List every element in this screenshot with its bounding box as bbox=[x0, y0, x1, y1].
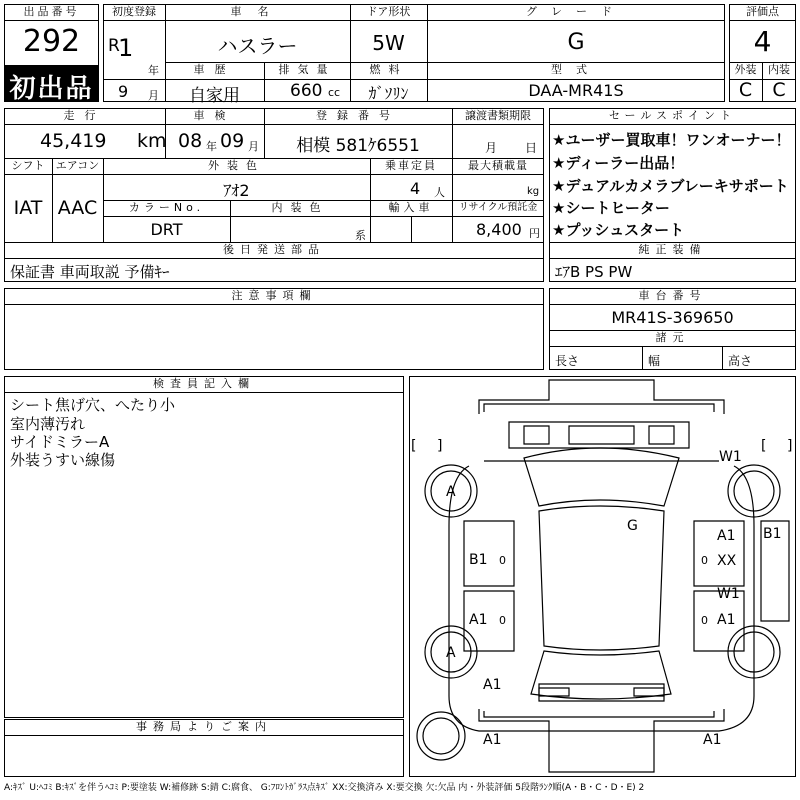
month-unit: 月 bbox=[148, 89, 159, 102]
car-diagram bbox=[409, 376, 796, 777]
capacity: 4 bbox=[410, 179, 421, 198]
color-no-label: カラーNo. bbox=[128, 201, 205, 214]
door-type: 5W bbox=[372, 31, 405, 55]
mark-b1-left-front-door: B1 bbox=[469, 552, 488, 568]
later-parts: 保証書 車両取説 予備ｷｰ bbox=[10, 263, 170, 281]
interior-color-unit: 系 bbox=[355, 229, 366, 242]
mark-a1-bumper-left: A1 bbox=[483, 732, 502, 748]
office-label: 事務局よりご案内 bbox=[136, 720, 272, 733]
mark-b1-right-side: B1 bbox=[763, 526, 782, 542]
spec-label: 諸元 bbox=[655, 331, 690, 344]
interior-label: 内装 bbox=[768, 63, 790, 76]
inspector-note-1: シート焦げ穴、へたり小 bbox=[10, 396, 176, 414]
mark-w1-mid: W1 bbox=[717, 586, 740, 602]
mark-a1-right-rear-door: A1 bbox=[717, 612, 736, 628]
mark-zero-right-2: 0 bbox=[701, 614, 708, 627]
plate-label: 登録番号 bbox=[316, 109, 400, 122]
car-name: ハスラー bbox=[217, 34, 298, 58]
selling-point-2: ★ディーラー出品！ bbox=[552, 154, 685, 172]
import-label: 輸入車 bbox=[388, 201, 434, 214]
chassis-number: MR41S-369650 bbox=[611, 308, 734, 327]
equipment: ｴｱB PS PW bbox=[555, 263, 633, 281]
mark-g-windshield: G bbox=[627, 518, 638, 534]
recycle-label: リサイクル預託金 bbox=[458, 202, 538, 213]
door-label: ドア形状 bbox=[366, 5, 411, 18]
mark-w1-top: W1 bbox=[719, 449, 742, 465]
mark-a1-bumper-right: A1 bbox=[703, 732, 722, 748]
mark-zero-left-1: 0 bbox=[499, 554, 506, 567]
mileage-label: 走行 bbox=[63, 109, 106, 122]
mark-xx-right-front-door: XX bbox=[717, 553, 737, 569]
legend: A:ｷｽﾞ U:ﾍｺﾐ B:ｷｽﾞを伴うﾍｺﾐ P:要塗装 W:補修跡 S:錆 C:腐食、 G:ﾌﾛﾝﾄｶﾞﾗｽ点ｷｽﾞ XX:交換済み X:要交換 欠:欠品 内・外装評価 5段階ﾗﾝｸ順(A・B・C・D・E) 2 bbox=[4, 783, 645, 793]
lot-number-label: 出品番号 bbox=[23, 5, 80, 18]
spare-wheel bbox=[417, 712, 465, 760]
car-name-label: 車名 bbox=[230, 5, 285, 18]
selling-points-label: セールスポイント bbox=[608, 109, 736, 122]
chassis-label: 車台番号 bbox=[638, 289, 707, 302]
selling-point-3: ★デュアルカメラブレーキサポート bbox=[552, 177, 789, 195]
caution-label: 注意事項欄 bbox=[231, 289, 317, 302]
shift-label: シフト bbox=[11, 159, 45, 172]
kg-unit: kg bbox=[527, 186, 540, 197]
mark-a1-left-rear-quarter: A1 bbox=[483, 677, 502, 693]
selling-point-5: ★プッシュスタート bbox=[552, 221, 685, 239]
length-label: 長さ bbox=[555, 354, 580, 368]
exterior-color: ｱｵ2 bbox=[223, 181, 250, 200]
capacity-label: 乗車定員 bbox=[385, 159, 437, 172]
fuel-label: 燃料 bbox=[369, 63, 408, 76]
year-unit: 年 bbox=[148, 64, 159, 77]
first-listing-label: 初出品 bbox=[9, 74, 94, 104]
interior-color-label: 内装色 bbox=[271, 201, 329, 214]
equipment-label: 純正装備 bbox=[638, 243, 707, 256]
model-code: DAA-MR41S bbox=[528, 81, 624, 100]
front-right-wheel bbox=[728, 465, 780, 517]
mark-zero-left-2: 0 bbox=[499, 614, 506, 627]
registration-month: 9 bbox=[118, 82, 129, 101]
fuel: ｶﾞｿﾘﾝ bbox=[368, 84, 409, 103]
era-year: 1 bbox=[118, 34, 134, 62]
rear-glass-outline bbox=[531, 651, 671, 699]
aircon-label: エアコン bbox=[55, 159, 100, 172]
car-history: 自家用 bbox=[189, 86, 240, 106]
displacement-label: 排気量 bbox=[278, 63, 336, 76]
mark-zero-right-1: 0 bbox=[701, 554, 708, 567]
aircon: AAC bbox=[57, 197, 98, 219]
rear-bumper-outline bbox=[479, 709, 724, 772]
inspection-month: 09 bbox=[220, 130, 245, 152]
windshield-outline bbox=[524, 448, 679, 506]
mark-bracket-right-1: ] bbox=[437, 438, 443, 454]
inspection-year-unit: 年 bbox=[206, 140, 217, 153]
inspector-note-3: サイドミラーA bbox=[10, 433, 110, 451]
km-unit: km bbox=[137, 130, 167, 152]
inspection-year: 08 bbox=[178, 130, 203, 152]
inspection-label: 車検 bbox=[193, 109, 236, 122]
inspection-month-unit: 月 bbox=[248, 140, 259, 153]
exterior-label: 外装 bbox=[734, 63, 757, 76]
mark-a1-left-rear-door: A1 bbox=[469, 612, 488, 628]
width-label: 幅 bbox=[648, 354, 661, 368]
lot-number: 292 bbox=[22, 24, 81, 59]
inspector-note-2: 室内薄汚れ bbox=[10, 415, 86, 433]
mark-a1-right-front-door: A1 bbox=[717, 528, 736, 544]
max-load-label: 最大積載量 bbox=[468, 159, 528, 172]
exterior-color-label: 外装色 bbox=[208, 159, 265, 172]
transfer-month-unit: 月 bbox=[485, 141, 498, 155]
transfer-deadline-label: 譲渡書類期限 bbox=[465, 109, 531, 122]
transfer-day-unit: 日 bbox=[525, 141, 538, 155]
mileage: 45,419 bbox=[40, 130, 107, 152]
yen-unit: 円 bbox=[529, 227, 540, 240]
mark-a-front-left-wheel: A bbox=[446, 484, 456, 500]
first-registration-label: 初度登録 bbox=[112, 5, 156, 18]
recycle-fee: 8,400 bbox=[476, 220, 522, 239]
shift: IAT bbox=[13, 197, 43, 219]
car-history-label: 車歴 bbox=[193, 63, 236, 76]
displacement: 660 bbox=[290, 81, 323, 101]
color-no: DRT bbox=[150, 220, 183, 239]
mark-bracket-left-2: [ bbox=[761, 438, 767, 454]
mark-a-rear-left-wheel: A bbox=[446, 645, 456, 661]
plate-number: 相模 581ｹ6551 bbox=[296, 136, 420, 156]
height-label: 高さ bbox=[728, 354, 753, 368]
exterior-grade: C bbox=[738, 79, 753, 101]
mark-bracket-left-1: [ bbox=[411, 438, 417, 454]
inspector-label: 検査員記入欄 bbox=[153, 377, 255, 390]
grade: G bbox=[567, 30, 585, 55]
mark-bracket-right-2: ] bbox=[787, 438, 793, 454]
person-unit: 人 bbox=[434, 186, 445, 199]
roof-outline bbox=[539, 506, 664, 650]
score-label: 評価点 bbox=[746, 5, 779, 18]
front-bumper-outline bbox=[479, 380, 724, 414]
overall-score: 4 bbox=[753, 25, 772, 58]
selling-point-1: ★ユーザー買取車！ワンオーナー！ bbox=[552, 131, 791, 149]
model-label: 型式 bbox=[551, 63, 601, 76]
selling-point-4: ★シートヒーター bbox=[552, 199, 670, 217]
cc-unit: cc bbox=[328, 86, 341, 99]
grade-label: グレード bbox=[526, 5, 626, 18]
era-letter: R bbox=[108, 36, 120, 56]
inspector-note-4: 外装うすい線傷 bbox=[10, 451, 116, 469]
interior-grade: C bbox=[772, 79, 786, 101]
later-parts-label: 後日発送部品 bbox=[223, 243, 325, 256]
